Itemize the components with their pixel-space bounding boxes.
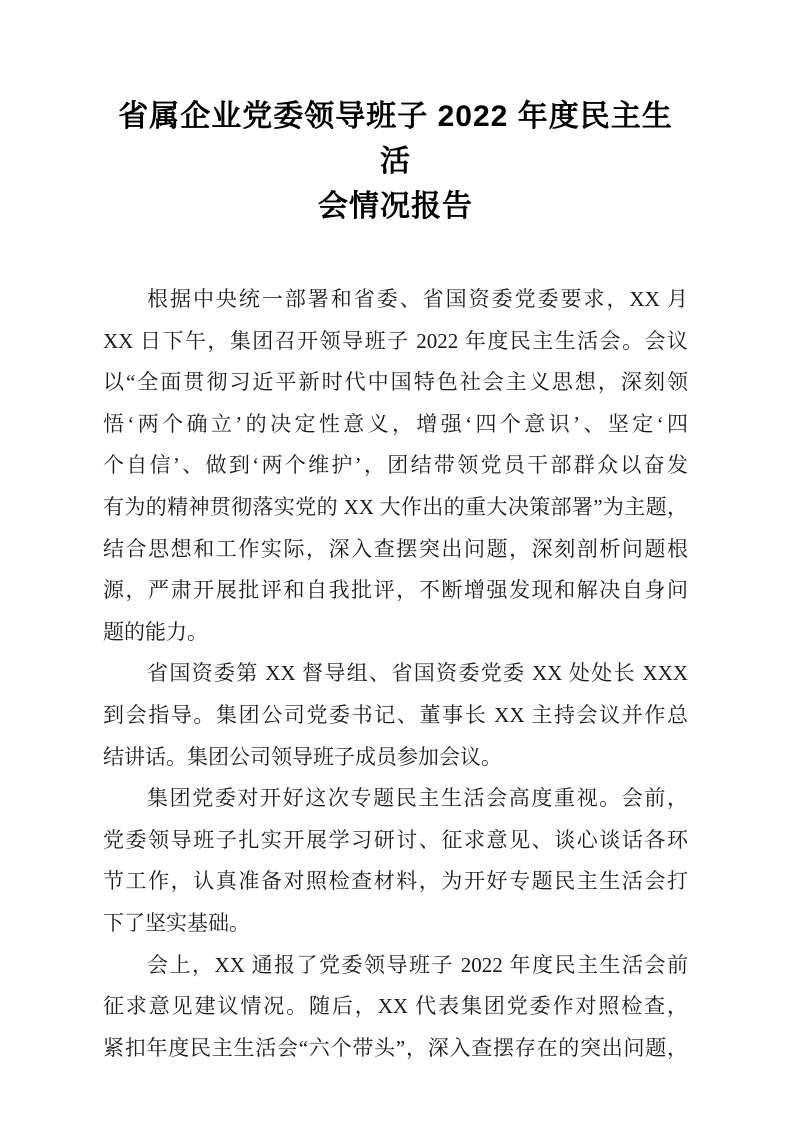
document-title bbox=[103, 94, 688, 229]
text-line: 源，严肃开展批评和自我批评，不断增强发现和解决自身问 bbox=[103, 578, 688, 603]
text-line: 个自信’、做到‘两个维护’，团结带领党员干部群众以奋发 bbox=[103, 453, 688, 478]
paragraph bbox=[103, 778, 688, 944]
text-line: 到会指导。集团公司党委书记、董事长 XX 主持会议并作总 bbox=[103, 702, 688, 727]
paragraph bbox=[103, 279, 688, 653]
text-line: 紧扣年度民主生活会“六个带头”，深入查摆存在的突出问题， bbox=[103, 1035, 688, 1060]
text-line: XX 日下午，集团召开领导班子 2022 年度民主生活会。会议 bbox=[103, 328, 688, 353]
text-line: 集团党委对开好这次专题民主生活会高度重视。会前， bbox=[147, 786, 688, 811]
text-line: 以“全面贯彻习近平新时代中国特色社会主义思想，深刻领 bbox=[103, 370, 688, 395]
document-title-line-1: 省属企业党委领导班子 2022 年度民主生活 bbox=[118, 100, 673, 178]
text-line: 结讲话。集团公司领导班子成员参加会议。 bbox=[103, 744, 502, 769]
text-line: 有为的精神贯彻落实党的 XX 大作出的重大决策部署”为主题， bbox=[103, 494, 688, 519]
text-line: 省国资委第 XX 督导组、省国资委党委 XX 处处长 XXX bbox=[147, 661, 688, 686]
text-line: 结合思想和工作实际，深入查摆突出问题，深刻剖析问题根 bbox=[103, 536, 688, 561]
document-body bbox=[103, 279, 688, 1069]
document-title-line-2: 会情况报告 bbox=[318, 190, 473, 223]
paragraph bbox=[103, 945, 688, 1070]
paragraph bbox=[103, 653, 688, 778]
text-line: 根据中央统一部署和省委、省国资委党委要求，XX 月 bbox=[147, 287, 688, 311]
text-line: 悟‘两个确立’的决定性意义，增强‘四个意识’、坚定‘四 bbox=[103, 411, 688, 436]
text-line: 党委领导班子扎实开展学习研讨、征求意见、谈心谈话各环 bbox=[103, 827, 688, 852]
text-line: 下了坚实基础。 bbox=[103, 910, 250, 935]
text-line: 征求意见建议情况。随后，XX 代表集团党委作对照检查， bbox=[103, 994, 688, 1019]
text-line: 会上，XX 通报了党委领导班子 2022 年度民主生活会前 bbox=[147, 952, 688, 977]
text-line: 节工作，认真准备对照检查材料，为开好专题民主生活会打 bbox=[103, 869, 688, 894]
text-line: 题的能力。 bbox=[103, 619, 208, 644]
